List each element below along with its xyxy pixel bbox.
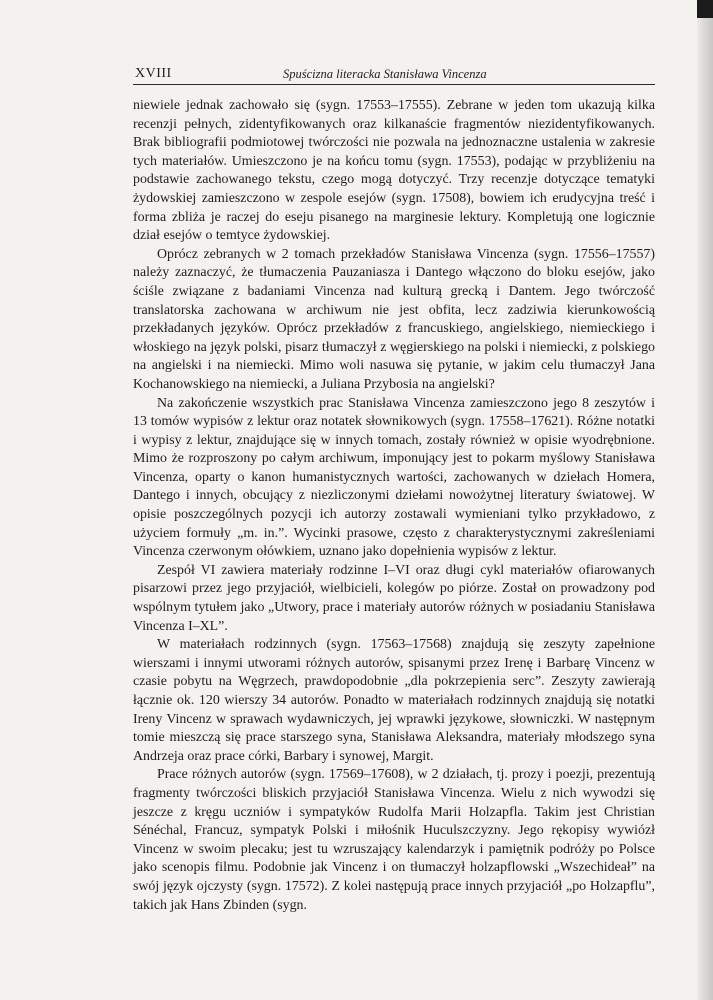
scan-edge (697, 0, 713, 1000)
running-title: Spuścizna literacka Stanisława Vincenza (283, 67, 487, 81)
paragraph: Zespół VI zawiera materiały rodzinne I–VI oraz długi cykl materiałów ofiarowanych pisarzowi przez jego przyjaciół, wielbicieli, kolegów po piórze. Został on prowadzony pod wspólnym tytułem jako „Utwory, prace i materiały autorów różnych w posiadaniu Stanisława Vincenza I–XL”. (133, 562, 655, 634)
running-head (133, 66, 655, 85)
scan-corner (697, 0, 713, 18)
book-page (133, 66, 655, 915)
paragraph: Na zakończenie wszystkich prac Stanisława Vincenza zamieszczono jego 8 zeszytów i 13 tomów wypisów z lektur oraz notatek słownikowych (sygn. 17558–17621). Różne notatki i wypisy z lektur, znajdujące się w innych tomach, zostały również w opisie wyodrębnione. Mimo że rozproszony po całym archiwum, imponujący jest to pokarm myślowy Stanisława Vincenza, oparty o kanon humanistycznych wartości, zachowanych w dziełach Homera, Dantego i innych, obcujący z niezliczonymi dziełami nowożytnej literatury światowej. W opisie poszczególnych pozycji ich autorzy zostawali wymieniani tylko przykładowo, z użyciem formuły „m. in.”. Wycinki prasowe, często z charakterystycznymi zakreśleniami Vincenza czerwonym ołówkiem, uznano jako dopełnienia wypisów z lektur. (133, 395, 655, 560)
paragraph: Prace różnych autorów (sygn. 17569–17608), w 2 działach, tj. prozy i poezji, prezentują fragmenty twórczości bliskich przyjaciół Stanisława Vincenza. Wielu z nich wywodzi się jeszcze z kręgu uczniów i sympatyków Rudolfa Marii Holzapfla. Takim jest Christian Sénéchal, Francuz, sympatyk Polski i miłośnik Huculszczyzny. Jego rękopisy wywiózł Vincenz w swoim plecaku; jest tu wzruszający kalendarzyk i pamiętnik podróży po Polsce jako scenopis filmu. Podobnie jak Vincenz i on tłumaczył holzapflowski „Wszechideał” na swój język ojczysty (sygn. 17572). Z kolei następują prace innych przyjaciół „po Holzapflu”, takich jak Hans Zbinden (sygn. (133, 767, 655, 913)
paragraph: W materiałach rodzinnych (sygn. 17563–17568) znajdują się zeszyty zapełnione wierszami i innymi utworami różnych autorów, spisanymi przez Irenę i Barbarę Vincenz w czasie pobytu na Węgrzech, prawdopodobnie „dla pokrzepienia serc”. Zeszyty zawierają łącznie ok. 120 wierszy 34 autorów. Ponadto w materiałach rodzinnych znajdują się notatki Ireny Vincenz w sprawach wydawniczych, jej wprawki językowe, słowniczki. W następnym tomie mieszczą się prace starszego syna, Stanisława Aleksandra, materiały młodszego syna Andrzeja oraz prace córki, Barbary i synowej, Margit. (133, 637, 655, 764)
paragraph: niewiele jednak zachowało się (sygn. 17553–17555). Zebrane w jeden tom ukazują kilka recenzji pełnych, zidentyfikowanych oraz kilkanaście fragmentów niezidentyfikowanych. Brak bibliografii podmiotowej twórczości nie pozwala na jednoznaczne ustalenia w zakresie tych materiałów. Umieszczono je na końcu tomu (sygn. 17553), podając w przybliżeniu na podstawie zachowanego tekstu, czego mogą dotyczyć. Trzy recenzje dotyczące tematyki żydowskiej zamieszczono w zespole esejów (sygn. 17508), bowiem ich erudycyjna treść i forma zbliża je raczej do eseju pisanego na marginesie lektury. Kompletują one logicznie dział esejów o temtyce żydowskiej. (133, 98, 655, 244)
body-text (133, 97, 655, 915)
page-number: XVIII (135, 66, 172, 81)
paragraph: Oprócz zebranych w 2 tomach przekładów Stanisława Vincenza (sygn. 17556–17557) należy zaznaczyć, że tłumaczenia Pauzaniasza i Dantego włączono do bloku esejów, jako ściśle związane z badaniami Vincenza nad kulturą grecką i Dantem. Jego twórczość translatorska zachowana w archiwum nie jest obfita, lecz zadziwia kierunkowością przekładanych języków. Oprócz przekładów z francuskiego, angielskiego, niemieckiego i włoskiego na język polski, pisarz tłumaczył z węgierskiego na polski i niemiecki, z polskiego na angielski i na niemiecki. Mimo woli nasuwa się pytanie, w jakim celu tłumaczył Jana Kochanowskiego na niemiecki, a Juliana Przybosia na angielski? (133, 246, 655, 392)
